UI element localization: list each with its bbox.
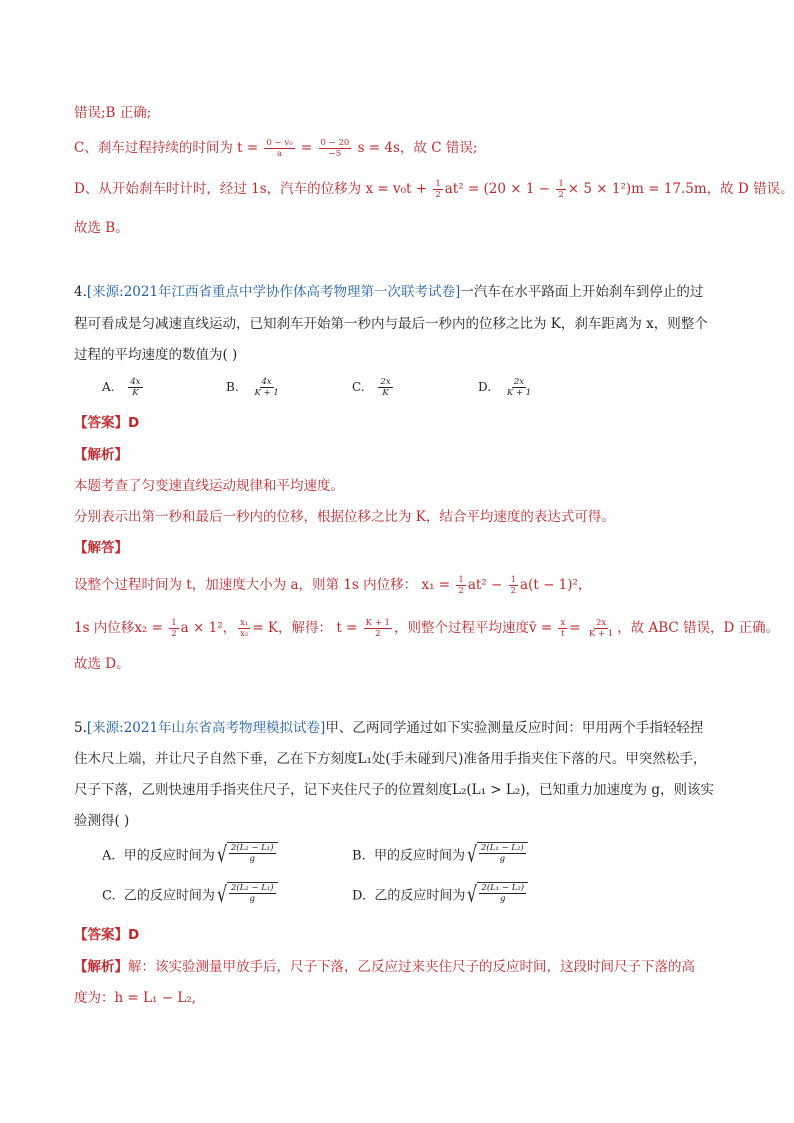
prev-line-d: D、从开始刹车时计时，经过 1s，汽车的位移为 x = v₀t + $\frac{1}{2}$ at² = (20 × 1 − $\frac{1}{2}$ × 5 × 1²)m = 17.5m，故 D 错误。 — [74, 179, 794, 200]
prev-line-c: C、刹车过程持续的时间为 t = $\frac{\text{0 − v₀}}{a}$ = $\frac{0 - 20}{-5}$ s = 4s，故 C 错误; — [74, 138, 478, 159]
q4-stem-line-2: 程可看成是匀减速直线运动，已知刹车开始第一秒内与最后一秒内的位移之比为 K，刹车距离为 x，则整个 — [74, 316, 708, 332]
q5-stem-line-3: 尺子下落，乙则快速用手指夹住尺子，记下夹住尺子的位置刻度L₂(L₁ > L₂)，已知重力加速度为 g，则该实 — [74, 782, 714, 798]
q4-option-b: B. $\frac{4x}{K + 1}$ — [226, 377, 279, 398]
q4-source: [来源:2021年江西省重点中学协作体高考物理第一次联考试卷] — [86, 284, 461, 300]
fraction: $\frac{1}{2}$ — [435, 179, 441, 200]
q5-stem-line-1: 5.[来源:2021年山东省高考物理模拟试卷]甲、乙两同学通过如下实验测量反应时间：甲用两个手指轻轻捏 — [74, 720, 704, 736]
q4-solution-3: 故选 D。 — [74, 656, 130, 672]
prev-line-e: 故选 B。 — [74, 220, 129, 236]
q4-option-d: D. $\frac{2x}{K + 1}$ — [478, 377, 532, 398]
q5-answer: 【答案】D — [74, 927, 140, 943]
q5-analysis-2: 度为：h = L₁ − L₂, — [74, 990, 197, 1006]
q4-stem-line-3: 过程的平均速度的数值为( ) — [74, 347, 238, 363]
fraction: $\frac{\text{0 − v₀}}{a}$ — [266, 138, 293, 159]
fraction: $\frac{0 - 20}{-5}$ — [320, 138, 350, 159]
prev-line-a: 错误;B 正确; — [74, 105, 152, 121]
q4-answer: 【答案】D — [74, 415, 140, 431]
q4-option-a: A. $\frac{4x}{K}$ — [102, 377, 141, 398]
fraction: $\frac{1}{2}$ — [558, 179, 564, 200]
q4-analysis-title: 【解析】 — [74, 447, 128, 463]
q4-solution-2: 1s 内位移x₂ = $\frac{1}{2}$ a × 1²， $\frac{\text{x₁}}{\text{x₂}}$ = K，解得： t = $\frac{K + 1}{2}$ ，则整个过程平均速度v̄ = $\frac{x}{t}$ = $\frac{2x}{K + 1}$ ，故 ABC 错误，D 正确。 — [74, 618, 780, 639]
q4-solution-title: 【解答】 — [74, 540, 128, 556]
q5-source: [来源:2021年山东省高考物理模拟试卷] — [86, 720, 326, 736]
q4-solution-1: 设整个过程时间为 t，加速度大小为 a，则第 1s 内位移： x₁ = $\frac{1}{2}$ at² − $\frac{1}{2}$ a(t − 1)²， — [74, 575, 592, 596]
q5-analysis-1: 【解析】解：该实验测量甲放手后，尺子下落，乙反应过来夹住尺子的反应时间，这段时间尺子下落的高 — [74, 959, 695, 975]
q5-stem-line-4: 验测得( ) — [74, 813, 130, 829]
q4-option-c: C. $\frac{2x}{K}$ — [352, 377, 391, 398]
q4-stem-line-1: 4.[来源:2021年江西省重点中学协作体高考物理第一次联考试卷]一汽车在水平路面上开始刹车到停止的过 — [74, 284, 704, 300]
q5-option-c: C. 乙的反应时间为 √ $\frac{\text{2(L₂ − L₁)}}{g}$ — [102, 882, 278, 910]
q5-option-b: B. 甲的反应时间为 √ $\frac{\text{2(L₁ − L₂)}}{g}$ — [352, 842, 528, 870]
q4-analysis-1: 本题考查了匀变速直线运动规律和平均速度。 — [74, 478, 344, 494]
q5-stem-line-2: 住木尺上端，并让尺子自然下垂，乙在下方刻度L₁处(手未碰到尺)准备用手指夹住下落的尺。甲突然松手， — [74, 751, 707, 767]
q5-option-d: D. 乙的反应时间为 √ $\frac{\text{2(L₁ − L₂)}}{g}$ — [352, 882, 528, 910]
q4-analysis-2: 分别表示出第一秒和最后一秒内的位移，根据位移之比为 K，结合平均速度的表达式可得。 — [74, 509, 615, 525]
q5-option-a: A. 甲的反应时间为 √ $\frac{\text{2(L₂ − L₁)}}{g}$ — [102, 842, 278, 870]
